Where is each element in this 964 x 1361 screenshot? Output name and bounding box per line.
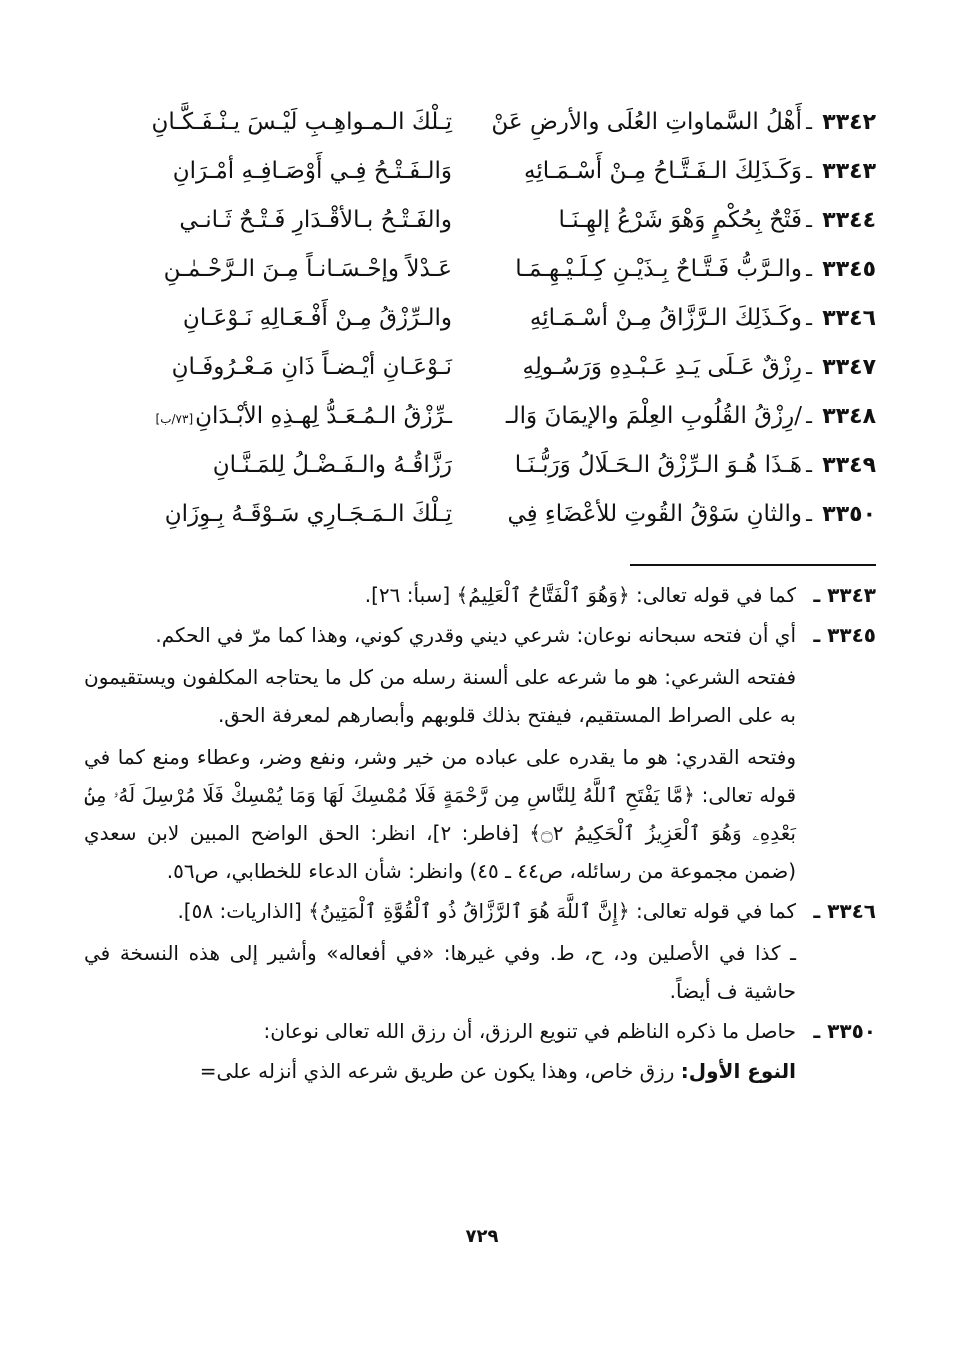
footnotes bbox=[76, 576, 876, 1090]
verse-number: ٣٣٤٤ bbox=[822, 208, 876, 233]
hemistich-text: ـرِّزْقُ الـمُـعَـدُّ لِهـذِهِ الأبْـدَانِ bbox=[195, 403, 452, 429]
footnote-divider bbox=[630, 564, 876, 566]
footnote-paragraph: ففتحه الشرعي: هو ما شرعه على ألسنة رسله من كل ما يحتاجه المكلفون ويستقيمون به على الصراط المستقيم، فيفتح بذلك قلوبهم وأبصارهم لمعرفة الحق. bbox=[84, 665, 796, 727]
first-hemistich: هَـذَا هُـوَ الـرِّزْقُ الـحَـلَالُ وَرَبُّـنَـا bbox=[514, 452, 802, 478]
verse-number: ٣٣٤٨ bbox=[822, 404, 876, 429]
footnote-continuation bbox=[84, 1052, 796, 1090]
verse-number: ٣٣٤٢ bbox=[822, 110, 876, 135]
verse-separator: ـ bbox=[806, 355, 812, 379]
verse-separator: ـ bbox=[806, 453, 812, 477]
first-hemistich: أَهْلُ السَّماواتِ العُلَى والأرضِ عَنْ bbox=[491, 109, 802, 135]
footnote-paragraph: كما في قوله تعالى: ﴿وَهُوَ ٱلْفَتَّاحُ ٱلْعَلِيمُ﴾ [سبأ: ٢٦]. bbox=[364, 583, 796, 607]
verse-number: ٣٣٤٧ bbox=[822, 355, 876, 380]
footnote-paragraph: كما في قوله تعالى: ﴿إِنَّ ٱللَّهَ هُوَ ٱلرَّزَّاقُ ذُو ٱلْقُوَّةِ ٱلْمَتِينُ﴾ [الذاريات: ٥٨]. bbox=[177, 899, 796, 923]
footnote bbox=[76, 1012, 876, 1050]
verse-separator: ـ bbox=[806, 110, 812, 134]
second-hemistich: وَالـفَـتْـحُ فِـي أَوْصَـافِـهِ أمْـرَانِ bbox=[172, 158, 452, 184]
first-hemistich: /رِزْقُ القُلُوبِ العِلْمَ والإيمَانَ وَالـ bbox=[505, 403, 802, 429]
verse-line bbox=[76, 147, 876, 196]
verse-line bbox=[76, 490, 876, 539]
footnote-number: ٣٣٤٣ ـ bbox=[813, 583, 876, 607]
verse-line bbox=[76, 245, 876, 294]
footnote bbox=[76, 576, 876, 614]
first-hemistich: فَتْحٌ بِحُكْمٍ وَهْوَ شَرْعُ إلهِـنَـا bbox=[558, 207, 802, 233]
second-hemistich: تِـلْكَ الـمـواهِـبِ لَيْـسَ يـنْـفَـكَّـانِ bbox=[151, 109, 452, 135]
continuation-text: رزق خاص، وهذا يكون عن طريق شرعه الذي أنزله على= bbox=[199, 1059, 681, 1083]
page-number: ٧٢٩ bbox=[465, 1226, 499, 1247]
second-hemistich: نَـوْعَـانِ أيْـضـاً ذَانِ مَـعْـرُوفَـانِ bbox=[171, 354, 452, 380]
verse-line bbox=[76, 98, 876, 147]
verse-line bbox=[76, 441, 876, 490]
verse-line bbox=[76, 343, 876, 392]
second-hemistich: رَزَّاقُـهُ والـفَـضْـلُ لِلمَـنَّـانِ bbox=[212, 452, 452, 478]
first-hemistich: وَكَـذَلِكَ الـفَـتَّـاحُ مِـنْ أَسْـمَـائِهِ bbox=[524, 158, 802, 184]
footnote-number: ٣٣٤٥ ـ bbox=[813, 623, 876, 647]
verse-number: ٣٣٤٥ bbox=[822, 257, 876, 282]
footnote-paragraph: ـ كذا في الأصلين ود، ح، ط. وفي غيرها: «في أفعاله» وأشير إلى هذه النسخة في حاشية ف أيضاً. bbox=[84, 941, 796, 1003]
verse-line bbox=[76, 392, 876, 441]
footnote-number: ٣٣٥٠ ـ bbox=[813, 1019, 876, 1043]
continuation-label: النوع الأول: bbox=[680, 1059, 796, 1083]
verse-number: ٣٣٤٩ bbox=[822, 453, 876, 478]
second-hemistich: والـرِّزْقُ مِـنْ أَفْـعَـالِهِ نَـوْعَـانِ bbox=[182, 305, 452, 331]
verse-separator: ـ bbox=[806, 257, 812, 281]
verse-number: ٣٣٤٣ bbox=[822, 159, 876, 184]
second-hemistich: تِـلْكَ الـمَـجَـارِي سَـوْقَـهُ بِـوِزَانِ bbox=[164, 501, 452, 527]
first-hemistich: وكَـذَلِكَ الـرَّزَّاقُ مِـنْ أسْـمَـائِهِ bbox=[529, 305, 802, 331]
first-hemistich: رِزْقٌ عَـلَى يَـدِ عَـبْـدِهِ وَرَسُـولِهِ bbox=[522, 354, 802, 380]
verse-separator: ـ bbox=[806, 502, 812, 526]
verse-number: ٣٣٥٠ bbox=[822, 502, 876, 527]
first-hemistich: والـرَّبُّ فَـتَّـاحٌ بِـذَيْـنِ كِـلَـيْـهِـمَـا bbox=[515, 256, 802, 282]
second-hemistich: والفَـتْـحُ بـالأقْـدَارِ فَـتْـحٌ ثَـانـي bbox=[179, 207, 452, 233]
verse-line bbox=[76, 196, 876, 245]
verse-separator: ـ bbox=[806, 404, 812, 428]
footnote-paragraph: وفتحه القدري: هو ما يقدره على عباده من خير وشر، ونفع وضر، وعطاء ومنع كما في قوله تعالى: ﴿مَّا يَفْتَحِ ٱللَّهُ لِلنَّاسِ مِن رَّحْمَةٍ فَلَا مُمْسِكَ لَهَا وَمَا يُمْسِكْ فَلَا مُرْسِلَ لَهُۥ مِنۢ بَعْدِهِۦ وَهُوَ ٱلْعَزِيزُ ٱلْحَكِيمُ ۝٢﴾ [فاطر: ٢]، انظر: الحق الواضح المبين لابن سعدي (ضمن مجموعة من رسائله، ص٤٤ ـ ٤٥) وانظر: شأن الدعاء للخطابي، ص٥٦. bbox=[84, 745, 796, 883]
second-hemistich: عَـدْلاً وإحْـسَـانـاً مِـنَ الـرَّحْـمٰـنِ bbox=[163, 256, 452, 282]
footnote-paragraph: حاصل ما ذكره الناظم في تنويع الرزق، أن رزق الله تعالى نوعان: bbox=[263, 1019, 796, 1043]
verse-line bbox=[76, 294, 876, 343]
verse-separator: ـ bbox=[806, 159, 812, 183]
footnote bbox=[76, 892, 876, 1010]
verse-separator: ـ bbox=[806, 208, 812, 232]
manuscript-folio-ref: [٧٣/ب] bbox=[155, 412, 194, 426]
poem-verses bbox=[76, 98, 876, 539]
footnote-number: ٣٣٤٦ ـ bbox=[813, 899, 876, 923]
verse-separator: ـ bbox=[806, 306, 812, 330]
continuation-paragraph bbox=[84, 1052, 796, 1090]
verse-number: ٣٣٤٦ bbox=[822, 306, 876, 331]
footnote bbox=[76, 616, 876, 890]
second-hemistich bbox=[76, 392, 452, 444]
footnote-paragraph: أي أن فتحه سبحانه نوعان: شرعي ديني وقدري كوني، وهذا كما مرّ في الحكم. bbox=[155, 623, 796, 647]
first-hemistich: والثانِ سَوْقُ القُوتِ للأعْضَاءِ فِي bbox=[507, 501, 802, 527]
